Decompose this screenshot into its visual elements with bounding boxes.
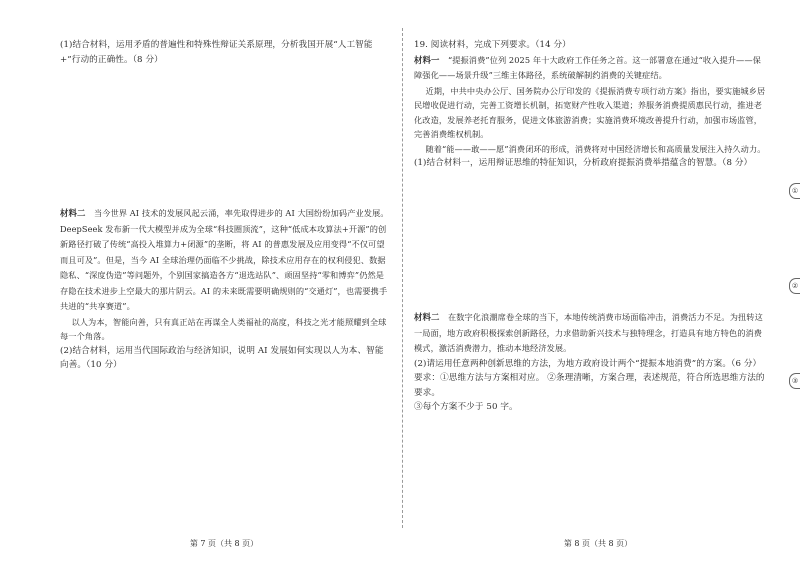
binding-marker-1: ①	[789, 183, 800, 199]
material-1-label: 材料一	[414, 54, 440, 65]
material-2-right-label: 材料二	[414, 312, 440, 322]
question-19-title: 19. 阅读材料，完成下列要求。（14 分）	[414, 40, 571, 50]
material-2-block	[60, 206, 390, 373]
material-1-paragraph-3: 随着“能——敢——愿”消费闭环的形成，消费将对中国经济增长和高质量发展注入持久动力。	[425, 143, 766, 154]
binding-marker-2: ②	[789, 278, 800, 294]
material-2-paragraph-2: 以人为本，智能向善，只有真正站在再谋全人类福祉的高度，科技之光才能照耀到全球每一个角落。	[60, 316, 387, 341]
material-1-text: “提振消费”位列 2025 年十大政府工作任务之首。这一部署意在通过“收入提升——保障强化——场景升级”三维主体路径，系统破解制约消费的关键症结。	[414, 54, 761, 80]
question-19-1: (1)结合材料一，运用辩证思维的特征知识，分析政府提振消费举措蕴含的智慧。（8 分）	[414, 158, 753, 168]
material-2-paragraph	[60, 206, 390, 315]
page-number-left: 第 7 页（共 8 页）	[189, 539, 259, 548]
requirements-line-1: 要求：①思维方法与方案相对应。 ②条理清晰，方案合理，表述规范，符合所选思维方法的要求。	[414, 373, 765, 398]
question-19-2: (2)请运用任意两种创新思维的方法，为地方政府设计两个“提振本地消费”的方案。（6 分）	[414, 358, 762, 369]
material-2-right-paragraph	[414, 310, 766, 357]
page-number-right: 第 8 页（共 8 页）	[563, 539, 633, 548]
binding-marker-3: ③	[789, 373, 800, 389]
question-2: (2)结合材料，运用当代国际政治与经济知识，说明 AI 发展如何实现以人为本、智能向善。（10 分）	[60, 345, 384, 370]
material-1-paragraph	[414, 53, 766, 84]
material-2-right-text: 在数字化浪潮席卷全球的当下，本地传统消费市场面临冲击，消费活力不足。为扭转这一局面，地方政府积极探索创新路径，力求借助新兴技术与独特理念，打造具有地方特色的消费模式，激活消费潜力，推动本地经济发展。	[414, 312, 763, 353]
question-19-block	[414, 38, 766, 171]
material-2-right-block	[414, 310, 766, 415]
material-1-paragraph-2: 近期，中共中央办公厅、国务院办公厅印发的《提振消费专项行动方案》指出，要实施城乡居民增收促进行动，完善工资增长机制，拓宽财产性收入渠道；养服务消费提质惠民行动，推进老化改造，发展养老托育服务，促进文体旅游消费；实施消费环境改善提升行动，加强市场监管，完善消费维权机制。	[414, 85, 766, 139]
requirements-line-2: ③每个方案不少于 50 字。	[414, 402, 518, 412]
material-2-label: 材料二	[60, 208, 86, 218]
material-2-text: 当今世界 AI 技术的发展风起云涌，率先取得进步的 AI 大国纷纷加码产业发展。DeepSeek 发布新一代大模型并成为全球“科技圈顶流”，这种“低成本攻算法+开源”的创新路径打破了传统“高投入堆算力+闭源”的垄断，将 AI 的普惠发展及应用变得“不仅可望而且可及”。但是，当今 AI 全球治理仍面临不少挑战，除技术应用存在的权利侵犯、数据隐私、“深度伪造”等问题外，个别国家搞造各方“退选站队”、顽固坚持“零和博弈”仍然是存隐在技术进步上空最大的那片阴云。AI 的未来既需要明确规则的“交通灯”，也需要携手共进的“共享赛道”。	[60, 208, 389, 311]
page-right	[402, 0, 800, 566]
question-1: (1)结合材料，运用矛盾的普遍性和特殊性辩证关系原理，分析我国开展“人工智能+”行动的正确性。（8 分）	[60, 40, 373, 65]
